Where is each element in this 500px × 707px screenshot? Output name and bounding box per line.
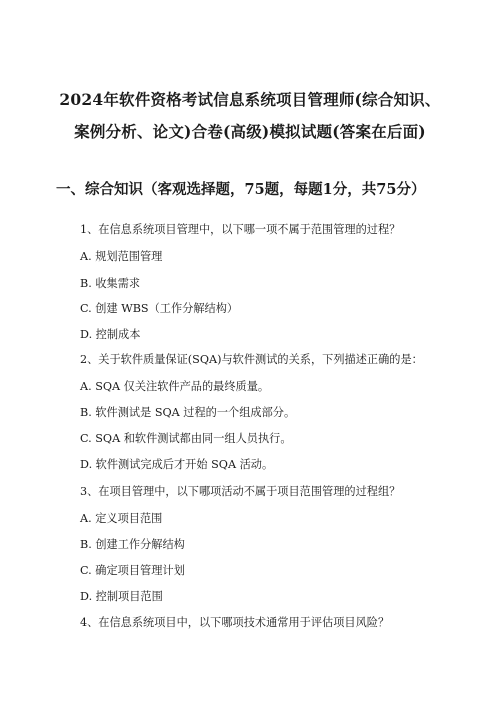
question-2-option-a: A. SQA 仅关注软件产品的最终质量。 xyxy=(80,380,270,393)
question-stem-3: 3、在项目管理中，以下哪项活动不属于项目范围管理的过程组？ xyxy=(80,485,401,498)
question-2-option-c: C. SQA 和软件测试都由同一组人员执行。 xyxy=(80,432,292,445)
question-1-option-b: B. 收集需求 xyxy=(80,277,141,290)
question-2-option-d: D. 软件测试完成后才开始 SQA 活动。 xyxy=(80,458,274,471)
question-1-option-a: A. 规划范围管理 xyxy=(80,250,163,263)
question-2-option-b: B. 软件测试是 SQA 过程的一个组成部分。 xyxy=(80,406,296,419)
document-title-line-2: 案例分析、论文)合卷(高级)模拟试题(答案在后面) xyxy=(74,122,426,141)
question-3-option-c: C. 确定项目管理计划 xyxy=(80,564,185,577)
question-1-option-c: C. 创建 WBS（工作分解结构） xyxy=(80,302,239,315)
section-heading: 一、综合知识（客观选择题，75题，每题1分，共75分） xyxy=(56,181,426,198)
question-stem-2: 2、关于软件质量保证(SQA)与软件测试的关系，下列描述正确的是： xyxy=(80,353,423,366)
question-3-option-d: D. 控制项目范围 xyxy=(80,590,163,603)
question-stem-4: 4、在信息系统项目中，以下哪项技术通常用于评估项目风险？ xyxy=(80,616,390,629)
question-3-option-b: B. 创建工作分解结构 xyxy=(80,538,185,551)
question-1-option-d: D. 控制成本 xyxy=(80,328,141,341)
document-title-line-1: 2024年软件资格考试信息系统项目管理师(综合知识、 xyxy=(59,90,441,109)
question-stem-1: 1、在信息系统项目管理中，以下哪一项不属于范围管理的过程？ xyxy=(80,223,401,236)
question-3-option-a: A. 定义项目范围 xyxy=(80,512,163,525)
